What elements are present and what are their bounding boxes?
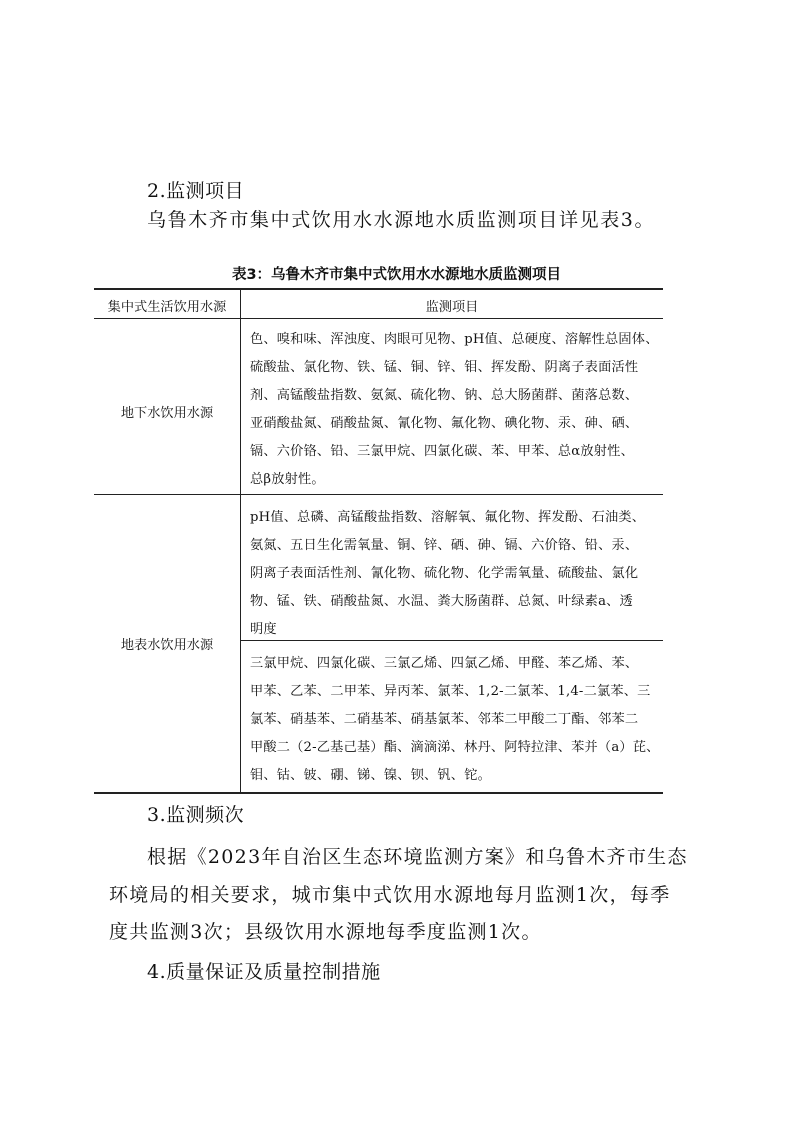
groundwater-items-line: 总β放射性。 bbox=[250, 472, 325, 487]
surface-extra-items-line: 甲酸二（2-乙基己基）酯、滴滴涕、林丹、阿特拉津、苯并（a）芘、 bbox=[250, 740, 660, 755]
surface-items-line: 物、锰、铁、硝酸盐氮、水温、粪大肠菌群、总氮、叶绿素a、透 bbox=[250, 594, 633, 609]
table-subrow-divider bbox=[240, 640, 663, 641]
groundwater-items-line: 亚硝酸盐氮、硝酸盐氮、氰化物、氟化物、碘化物、汞、砷、硒、 bbox=[250, 416, 639, 431]
table-top-rule bbox=[94, 288, 663, 290]
surface-items-line: 明度 bbox=[250, 622, 277, 637]
groundwater-items-line: 硫酸盐、氯化物、铁、锰、铜、锌、钼、挥发酚、阴离子表面活性 bbox=[250, 360, 639, 375]
table-caption: 表3：乌鲁木齐市集中式饮用水水源地水质监测项目 bbox=[231, 267, 562, 283]
groundwater-items-line: 色、嗅和味、浑浊度、肉眼可见物、pH值、总硬度、溶解性总固体、 bbox=[250, 332, 659, 347]
table-bottom-rule bbox=[94, 792, 663, 794]
surface-extra-items-line: 钼、钴、铍、硼、锑、镍、钡、钒、铊。 bbox=[250, 768, 491, 783]
groundwater-items-line: 剂、高锰酸盐指数、氨氮、硫化物、钠、总大肠菌群、菌落总数、 bbox=[250, 388, 639, 403]
section-4-heading: 4.质量保证及质量控制措施 bbox=[147, 961, 381, 983]
table-header-source: 集中式生活饮用水源 bbox=[107, 300, 227, 315]
surface-items-line: 氨氮、五日生化需氧量、铜、锌、硒、砷、镉、六价铬、铅、汞、 bbox=[250, 538, 639, 553]
surface-extra-items-line: 三氯甲烷、四氯化碳、三氯乙烯、四氯乙烯、甲醛、苯乙烯、苯、 bbox=[250, 656, 639, 671]
section-2-text: 乌鲁木齐市集中式饮用水水源地水质监测项目详见表3。 bbox=[147, 209, 656, 231]
groundwater-label: 地下水饮用水源 bbox=[120, 406, 214, 421]
surface-items-line: 阴离子表面活性剂、氰化物、硫化物、化学需氧量、硫酸盐、氯化 bbox=[250, 566, 639, 581]
table-header-rule bbox=[94, 318, 663, 319]
section-3-paragraph-line: 根据《2023年自治区生态环境监测方案》和乌鲁木齐市生态 bbox=[147, 846, 688, 868]
table-column-divider bbox=[240, 290, 241, 793]
groundwater-items-line: 镉、六价铬、铅、三氯甲烷、四氯化碳、苯、甲苯、总α放射性、 bbox=[250, 444, 634, 459]
section-3-paragraph-line: 环境局的相关要求，城市集中式饮用水源地每月监测1次，每季 bbox=[109, 884, 671, 906]
section-3-paragraph-line: 度共监测3次；县级饮用水源地每季度监测1次。 bbox=[109, 921, 542, 943]
surface-extra-items-line: 甲苯、乙苯、二甲苯、异丙苯、氯苯、1,2-二氯苯、1,4-二氯苯、三 bbox=[250, 684, 651, 699]
surface-water-label: 地表水饮用水源 bbox=[120, 638, 214, 653]
table-header-items: 监测项目 bbox=[425, 300, 479, 315]
table-row-divider bbox=[94, 494, 663, 495]
section-2-heading: 2.监测项目 bbox=[147, 180, 245, 202]
surface-extra-items-line: 氯苯、硝基苯、二硝基苯、硝基氯苯、邻苯二甲酸二丁酯、邻苯二 bbox=[250, 712, 639, 727]
section-3-heading: 3.监测频次 bbox=[147, 804, 245, 826]
surface-items-line: pH值、总磷、高锰酸盐指数、溶解氧、氟化物、挥发酚、石油类、 bbox=[250, 510, 646, 525]
